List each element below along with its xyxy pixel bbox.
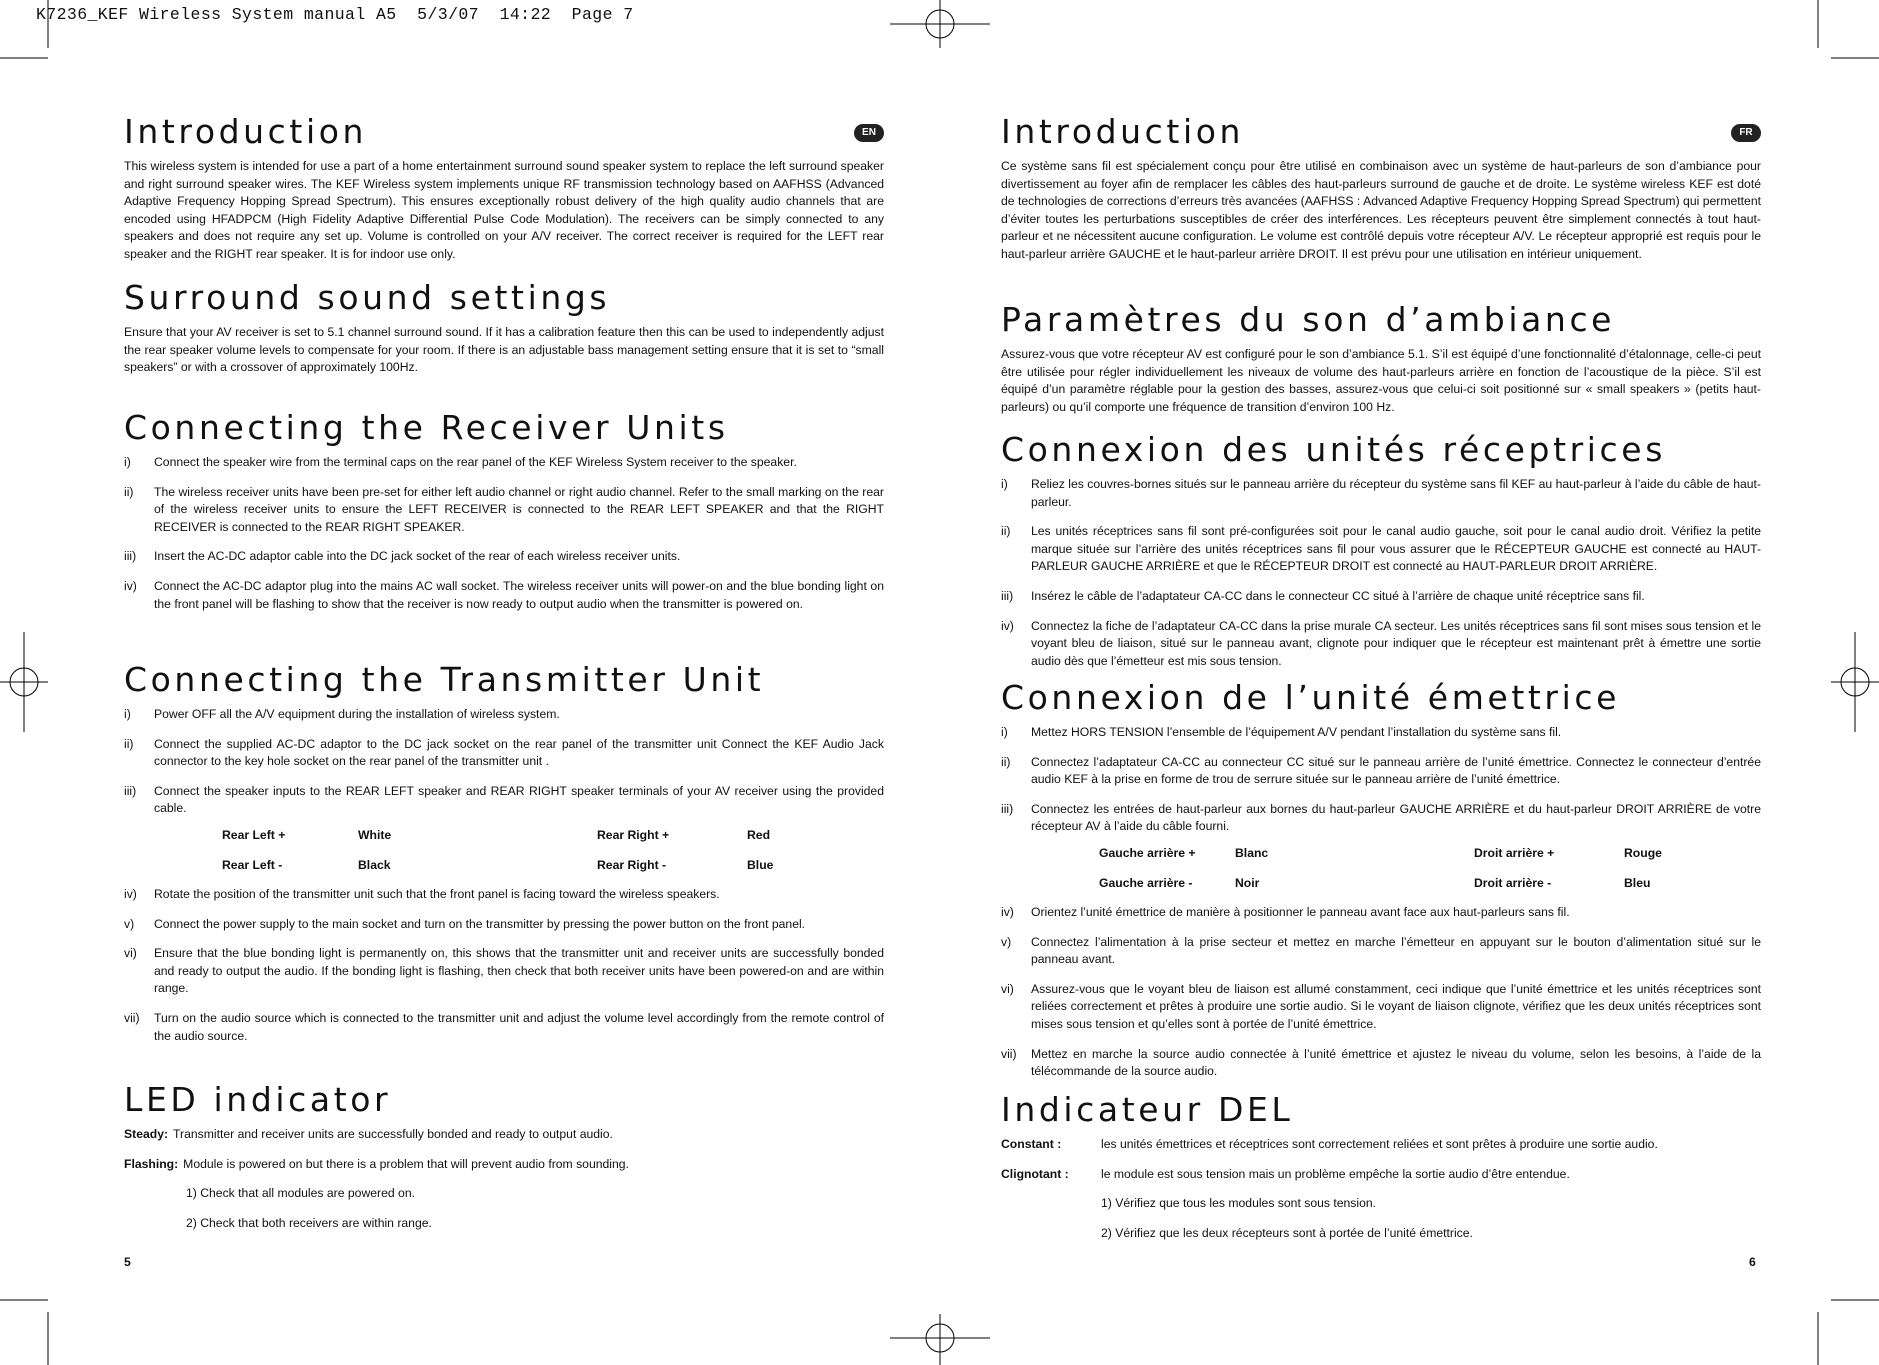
list-item: ii) Connectez l’adaptateur CA-CC au connecteur CC situé sur le panneau arrière de l’unité émettrice. Connectez le connecteur d’entrée audio KEF à la prise en forme de trou de serrure située sur le panneau arrière de l’unité émettrice. <box>1001 754 1761 787</box>
section-transmitter <box>124 660 884 1057</box>
section-transmitter <box>1001 678 1761 1093</box>
led-check-2: 2) Check that both receivers are within range. <box>186 1215 432 1230</box>
list-item: vii) Turn on the audio source which is connected to the transmitter unit and adjust the volume level accordingly from the remote control of the audio source. <box>124 1010 884 1043</box>
section-text: Ce système sans fil est spécialement conçu pour être utilisé en combinaison avec un système de haut-parleurs de son d’ambiance pour divertissement au foyer afin de remplacer les câbles des haut-parleurs surround de gauche et de droite. Le système wireless KEF est doté de technologies de corrections d’erreurs très avancées (AAFHSS : Advanced Adaptive Frequency Hopping Spread Spectrum) qui permettent d’éviter toutes les perturbations susceptibles de créer des interférences. Les récepteurs peuvent être simplement connectés à tout haut-parleur et ne nécessitent aucune configuration. Le volume est contrôlé depuis votre récepteur A/V. Le récepteur approprié est requis pour le haut-parleur arrière GAUCHE et le haut-parleur arrière DROIT. Il est prévu pour une utilisation en intérieur uniquement. <box>1001 159 1761 261</box>
section-receiver <box>1001 430 1761 682</box>
led-label: Constant : <box>1001 1137 1062 1151</box>
table-row: Gauche arrière - Noir Droit arrière - Bleu <box>1099 875 1651 890</box>
page-number-left: 5 <box>124 1255 131 1269</box>
list-item: i) Reliez les couvres-bornes situés sur le panneau arrière du récepteur du système sans fil KEF au haut-parleur à l’aide du câble de haut-parleur. <box>1001 477 1761 509</box>
led-steady-row <box>124 1126 884 1144</box>
section-title: Introduction <box>124 112 368 151</box>
list-item: ii) Connect the supplied AC-DC adaptor to the DC jack socket on the rear panel of the transmitter unit Connect the KEF Audio Jack connector to the key hole socket on the rear panel of the transmitter unit . <box>124 736 884 769</box>
led-text: les unités émettrices et réceptrices sont correctement reliées et sont prêtes à produire une sortie audio. <box>1101 1137 1658 1151</box>
list-item: v) Connectez l’alimentation à la prise secteur et mettez en marche l’émetteur en appuyant sur le bouton d’alimentation situé sur le panneau avant. <box>1001 934 1761 967</box>
table-row: Rear Left + White Rear Right + Red <box>222 827 771 842</box>
list-item: ii) Les unités réceptrices sans fil sont pré-configurées soit pour le canal audio gauche, soit pour le canal audio droit. Vérifiez la petite marque située sur l’arrière des unités réceptrices sans fil pour vous assurer que le RÉCEPTEUR GAUCHE est connecté au HAUT-PARLEUR GAUCHE ARRIÈRE et que le RÉCEPTEUR DROIT est connecté au HAUT-PARLEUR DROIT ARRIÈRE. <box>1001 524 1761 574</box>
led-flashing-row <box>1001 1166 1761 1184</box>
section-title: Connecting the Receiver Units <box>124 408 729 447</box>
print-slug-line: K7236_KEF Wireless System manual A5 5/3/07 14:22 Page 7 <box>36 5 634 24</box>
section-led <box>1001 1090 1761 1254</box>
section-title: Connexion des unités réceptrices <box>1001 430 1666 469</box>
page-number-right: 6 <box>1749 1255 1756 1269</box>
list-item: iv) Rotate the position of the transmitter unit such that the front panel is facing toward the wireless speakers. <box>124 886 720 901</box>
table-row: Rear Left - Black Rear Right - Blue <box>222 857 774 872</box>
section-title: Indicateur DEL <box>1001 1090 1294 1129</box>
list-item: v) Connect the power supply to the main socket and turn on the transmitter by pressing the power button on the front panel. <box>124 916 806 931</box>
led-steady-row <box>1001 1136 1761 1154</box>
list-item: iii) Connect the speaker inputs to the REAR LEFT speaker and REAR RIGHT speaker terminals of your AV receiver using the provided cable. <box>124 783 884 816</box>
section-text: This wireless system is intended for use a part of a home entertainment surround sound speaker system to replace the left surround speaker and right surround speaker wires. The KEF Wireless system implements unique RF transmission technology based on AAFHSS (Advanced Adaptive Frequency Hopping Spread Spectrum). This ensures exceptionally robust delivery of the high quality audio channels that are encoded using HFADPCM (High Fidelity Adaptive Differential Pulse Code Modulation). The receivers can be simply connected to any speakers and does not require any set up. Volume is controlled on your A/V receiver. The correct receiver is required for the LEFT rear speaker and the RIGHT rear speaker. It is for indoor use only. <box>124 159 884 261</box>
section-text: Ensure that your AV receiver is set to 5.1 channel surround sound. If it has a calibration feature then this can be used to independently adjust the rear speaker volume levels to compensate for your room. If there is an adjustable bass management setting ensure that it is set to “small speakers” or with a crossover of approximately 100Hz. <box>124 325 884 375</box>
section-surround <box>1001 300 1761 416</box>
list-item: iii) Connectez les entrées de haut-parleur aux bornes du haut-parleur GAUCHE ARRIÈRE et du haut-parleur DROIT ARRIÈRE de votre récepteur AV à l’aide du câble fourni. <box>1001 801 1761 834</box>
list-item: iii) Insérez le câble de l’adaptateur CA-CC dans le connecteur CC situé à l’arrière de chaque unité réceptrice sans fil. <box>1001 588 1645 603</box>
section-led <box>124 1080 884 1244</box>
language-badge: FR <box>1731 124 1761 142</box>
section-text: Assurez-vous que votre récepteur AV est configuré pour le son d’ambiance 5.1. S’il est équipé d’une fonctionnalité d’étalonnage, celle-ci peut être utilisée pour régler individuellement les niveaux de volume des haut-parleurs arrière en fonction de l’acoustique de la pièce. S’il est équipé d’un paramètre réglable pour la gestion des basses, assurez-vous que celui-ci soit positionné sur « small speakers » (petits haut-parleurs) ou qu’il comporte une fréquence de transition d’environ 100 Hz. <box>1001 347 1761 414</box>
led-text: Module is powered on but there is a problem that will prevent audio from sounding. <box>183 1156 629 1171</box>
led-label: Steady: <box>124 1127 169 1141</box>
list-item: iv) Connectez la fiche de l’adaptateur CA-CC dans la prise murale CA secteur. Les unités réceptrices sans fil sont mises sous tension et le voyant bleu de liaison, situé sur le panneau avant, clignote pour indiquer que le récepteur est maintenant prêt à émettre une sortie audio dès que l’émetteur est mis sous tension. <box>1001 618 1761 668</box>
section-title: Paramètres du son d’ambiance <box>1001 300 1616 339</box>
list-item: ii) The wireless receiver units have been pre-set for either left audio channel or right audio channel. Refer to the small marking on the rear of the wireless receiver units to ensure the LEFT RECEIVER is connected to the REAR LEFT SPEAKER and that the RIGHT RECEIVER is connected to the REAR RIGHT SPEAKER. <box>124 484 884 534</box>
list-item: iv) Connect the AC-DC adaptor plug into the mains AC wall socket. The wireless receiver units will power-on and the blue bonding light on the front panel will be flashing to show that the receiver is now ready to output audio when the transmitter is powered on. <box>124 578 884 611</box>
wire-color-table <box>1001 838 1662 898</box>
section-introduction <box>1001 112 1761 264</box>
table-row: Gauche arrière + Blanc Droit arrière + Rouge <box>1099 845 1662 860</box>
wire-color-table <box>124 820 773 880</box>
list-item: i) Connect the speaker wire from the terminal caps on the rear panel of the KEF Wireless System receiver to the speaker. <box>124 455 797 469</box>
section-introduction <box>124 112 884 264</box>
section-surround <box>124 278 884 377</box>
language-badge: EN <box>854 124 884 142</box>
section-title: Connecting the Transmitter Unit <box>124 660 765 699</box>
list-item: vii) Mettez en marche la source audio connectée à l’unité émettrice et ajustez le niveau du volume, selon les besoins, à l’aide de la télécommande de la source audio. <box>1001 1046 1761 1079</box>
led-flashing-row <box>124 1156 884 1174</box>
led-text: le module est sous tension mais un problème empêche la sortie audio d’être entendue. <box>1101 1166 1570 1181</box>
list-item: iii) Insert the AC-DC adaptor cable into the DC jack socket of the rear of each wireless receiver units. <box>124 549 681 564</box>
list-item: i) Power OFF all the A/V equipment during the installation of wireless system. <box>124 707 560 721</box>
section-receiver <box>124 408 884 625</box>
led-check-1: 1) Check that all modules are powered on. <box>186 1186 415 1201</box>
led-check-2: 2) Vérifiez que les deux récepteurs sont à portée de l’unité émettrice. <box>1101 1225 1473 1240</box>
list-item: iv) Orientez l’unité émettrice de manière à positionner le panneau avant face aux haut-parleurs sans fil. <box>1001 904 1570 919</box>
section-title: Surround sound settings <box>124 278 611 317</box>
list-item: vi) Ensure that the blue bonding light is permanently on, this shows that the transmitter unit and receiver units are successfully bonded and ready to output the audio. If the bonding light is flashing, then check that both receiver units have been powered-on and are within range. <box>124 946 884 996</box>
led-check-1: 1) Vérifiez que tous les modules sont sous tension. <box>1101 1196 1377 1211</box>
section-title: Connexion de l’unité émettrice <box>1001 678 1621 717</box>
list-item: i) Mettez HORS TENSION l’ensemble de l’équipement A/V pendant l’installation du système sans fil. <box>1001 725 1562 739</box>
led-text: Transmitter and receiver units are successfully bonded and ready to output audio. <box>173 1127 613 1141</box>
list-item: vi) Assurez-vous que le voyant bleu de liaison est allumé constamment, ceci indique que l’unité émettrice et les unités réceptrices sont reliées correctement et prêtes à produire une sortie audio. Si le voyant de liaison clignote, vérifiez que les deux unités réceptrices sont mises sous tension et qu’elles sont à portée de l’unité émettrice. <box>1001 981 1761 1031</box>
section-title: LED indicator <box>124 1080 392 1119</box>
section-title: Introduction <box>1001 112 1245 151</box>
led-label: Clignotant : <box>1001 1166 1069 1181</box>
led-label: Flashing: <box>124 1156 179 1171</box>
